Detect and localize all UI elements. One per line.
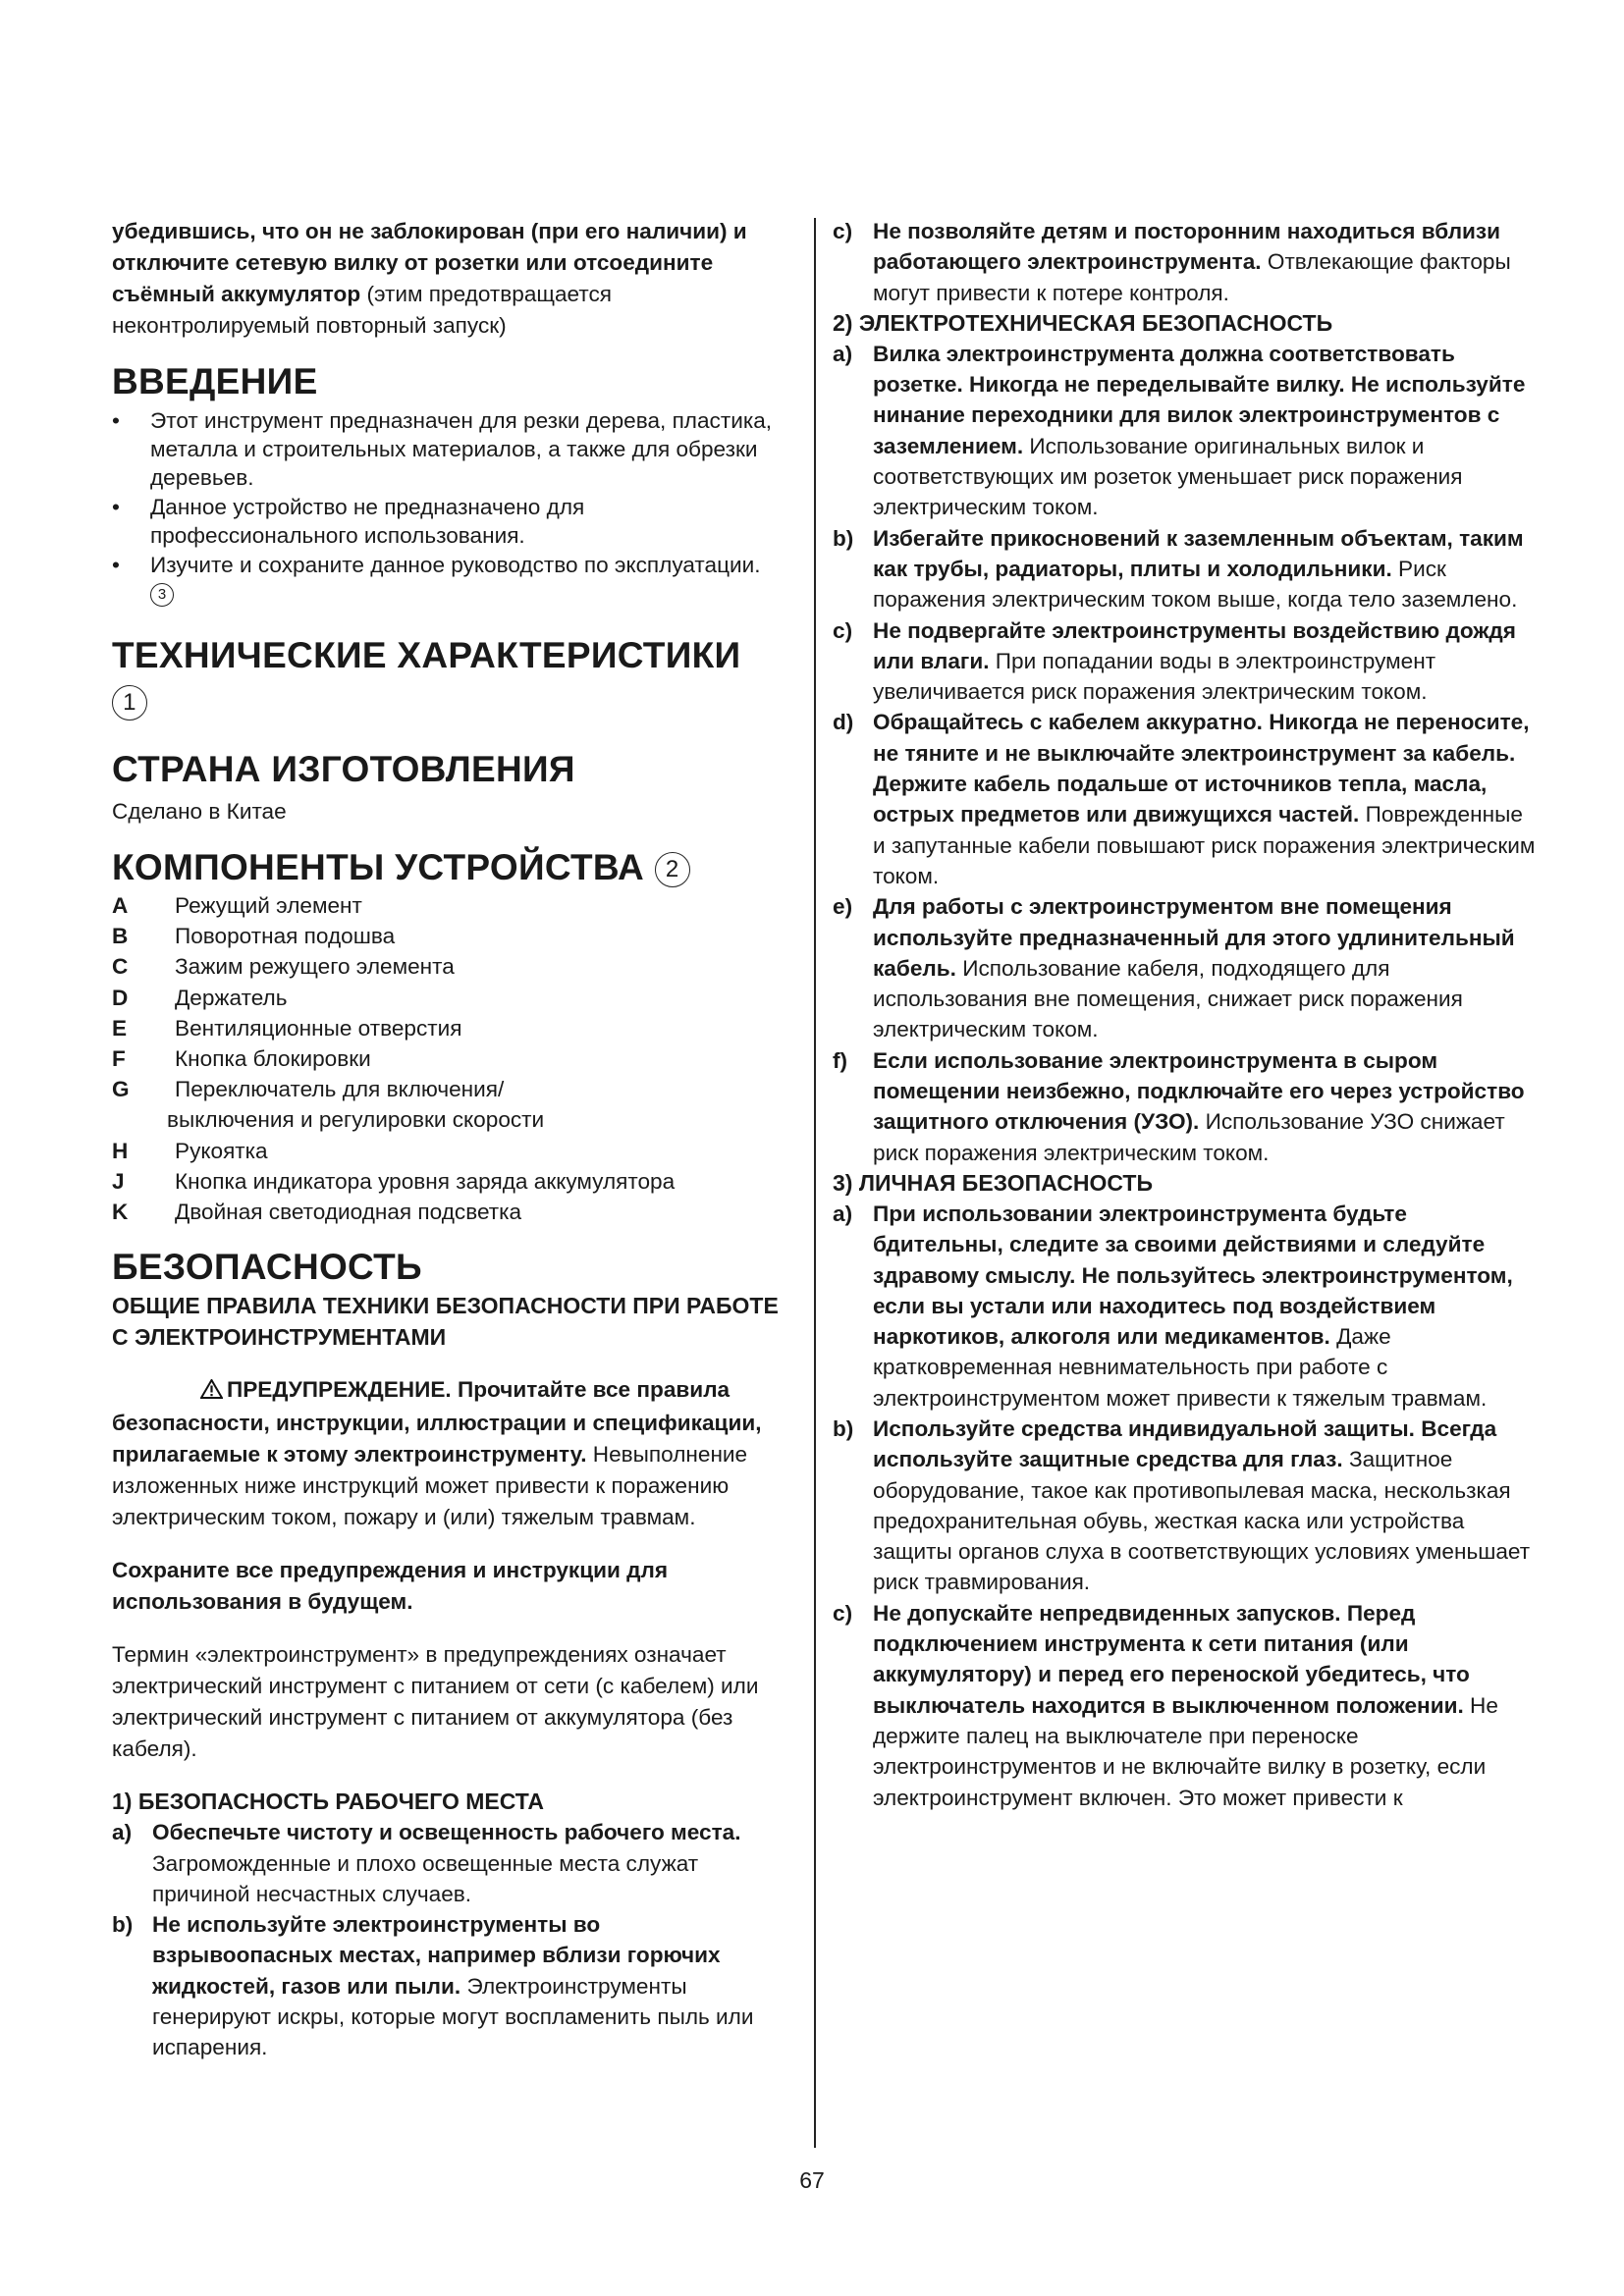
list-item: [112, 1013, 785, 1043]
item-bold: Если использование электроинструмента в сыром помещении неизбежно, подключайте его через устройство защитного отключения (УЗО).: [873, 1047, 1525, 1135]
component-text: Режущий элемент: [175, 893, 362, 918]
item-label: d): [833, 710, 854, 735]
item-bold: Не подвергайте электроинструменты воздействию дождя или влаги.: [873, 617, 1516, 673]
item-bold: Не используйте электроинструменты во взрывоопасных местах, например вблизи горючих жидкостей, газов или пыли.: [152, 1912, 721, 1999]
item-bold: Избегайте прикосновений к заземленным объектам, таким как трубы, радиаторы, плиты и холодильники.: [873, 525, 1524, 581]
item-label: b): [112, 1912, 134, 1938]
list-item: [833, 1414, 1538, 1598]
right-column: [833, 216, 1538, 1813]
component-letter: G: [112, 1077, 130, 1102]
item-bold: Используйте средства индивидуальной защиты. Всегда используйте защитные средства для глаз.: [873, 1415, 1497, 1472]
component-text: Двойная светодиодная подсветка: [175, 1200, 522, 1225]
list-item: [112, 1043, 785, 1074]
list-item-continuation: [112, 1104, 785, 1135]
list-item: [112, 1074, 785, 1104]
item-bold: При использовании электроинструмента будьте бдительны, следите за своими действиями и следуйте здравому смыслу. Не пользуйтесь электроинструментом, если вы устали или находитесь под воздействием наркотиков, алкоголя или медикаментов.: [873, 1201, 1513, 1350]
left-column: [112, 216, 785, 2063]
item-normal: Даже кратковременная невнимательность при работе с электроинструментом может привести к тяжелым травмам.: [873, 1324, 1488, 1411]
figure-ref-icon: 1: [112, 685, 147, 721]
item-label: a): [112, 1820, 133, 1845]
component-text: Кнопка блокировки: [175, 1046, 371, 1072]
section-title-components: [112, 845, 785, 890]
warning-bold: ПРЕДУПРЕЖДЕНИЕ. Прочитайте все правила безопасности, инструкции, иллюстрации и спецификации, прилагаемые к этому электроинструменту.: [112, 1377, 762, 1468]
item-label: c): [833, 219, 853, 243]
item-normal: Загроможденные и плохо освещенные места служат причиной несчастных случаев.: [152, 1850, 699, 1906]
list-item: [112, 890, 785, 921]
list-item: [112, 1909, 785, 2062]
intro-bullets: [112, 406, 785, 608]
item-label: b): [833, 525, 854, 551]
page-number: 67: [799, 2167, 825, 2193]
component-letter: D: [112, 985, 129, 1010]
item-bold: Обеспечьте чистоту и освещенность рабочего места.: [152, 1820, 741, 1845]
component-letter: K: [112, 1200, 129, 1225]
list-item: [833, 523, 1538, 615]
list-item: [112, 406, 785, 492]
heading-workplace: 1) БЕЗОПАСНОСТЬ РАБОЧЕГО МЕСТА: [112, 1789, 545, 1815]
item-label: a): [833, 1201, 853, 1226]
item-label: f): [833, 1047, 848, 1073]
list-item: [112, 1817, 785, 1909]
list-item: [833, 1199, 1538, 1414]
item-normal: Риск поражения электрическим током выше, когда тело заземлено.: [873, 556, 1518, 613]
item-normal: Защитное оборудование, такое как противопылевая маска, нескользкая предохранительная обувь, жесткая каска или устройства защиты органов слуха в соответствующих условиях уменьшает риск травмирования.: [873, 1447, 1531, 1595]
component-text: Вентиляционные отверстия: [175, 1015, 462, 1041]
item-label: a): [833, 341, 853, 366]
section-title-tech: [112, 633, 785, 723]
list-item: [833, 1045, 1538, 1168]
list-item: [833, 615, 1538, 708]
heading-electrical: 2) ЭЛЕКТРОТЕХНИЧЕСКАЯ БЕЗОПАСНОСТЬ: [833, 309, 1333, 336]
item-bold: Не допускайте непредвиденных запусков. Перед подключением инструмента к сети питания (или аккумулятору) и перед его переноской убедитесь, что выключатель находится в выключенном положении.: [873, 1600, 1470, 1718]
item-bold: Вилка электроинструмента должна соответствовать розетке. Никогда не переделывайте вилку. Не используйте нинание переходники для вилок электроинструментов с заземлением.: [873, 341, 1526, 458]
term-paragraph: Термин «электроинструмент» в предупреждениях означает электрический инструмент с питанием от сети (с кабелем) или электрический инструмент с питанием от аккумулятора (без кабеля).: [112, 1642, 759, 1762]
component-text: Зажим режущего элемента: [175, 954, 455, 980]
component-letter: H: [112, 1138, 129, 1163]
intro-paragraph: [112, 216, 785, 342]
list-item: [833, 339, 1538, 523]
warning-paragraph: [112, 1374, 785, 1533]
list-item: [112, 951, 785, 982]
list-item: [112, 983, 785, 1013]
item-bold: Для работы с электроинструментом вне помещения используйте предназначенный для этого удлинительный кабель.: [873, 894, 1515, 981]
save-instructions: Сохраните все предупреждения и инструкции для использования в будущем.: [112, 1558, 669, 1615]
list-item: [833, 891, 1538, 1044]
component-letter: C: [112, 954, 129, 980]
item-normal: Отвлекающие факторы могут привести к потере контроля.: [873, 249, 1511, 305]
component-text: Поворотная подошва: [175, 924, 396, 949]
item-bold: Не позволяйте детям и посторонним находиться вблизи работающего электроинструмента.: [873, 219, 1501, 275]
list-item: [112, 921, 785, 951]
item-normal: Использование оригинальных вилок и соответствующих им розеток уменьшает риск поражения электрическим током.: [873, 433, 1463, 520]
bullet-text: Этот инструмент предназначен для резки дерева, пластика, металла и строительных материалов, а также для обрезки деревьев.: [150, 408, 773, 490]
component-text: Рукоятка: [175, 1138, 268, 1163]
item-normal: Использование УЗО снижает риск поражения электрическим током.: [873, 1109, 1505, 1165]
components-title-text: КОМПОНЕНТЫ УСТРОЙСТВА: [112, 847, 645, 887]
component-letter: B: [112, 924, 129, 949]
bullet-icon: •: [112, 495, 120, 519]
list-item: [833, 1598, 1538, 1813]
warning-normal: Невыполнение изложенных ниже инструкций может привести к поражению электрическим током, пожару и (или) тяжелым травмам.: [112, 1442, 748, 1530]
strana-text: Сделано в Китае: [112, 799, 287, 824]
item-label: b): [833, 1415, 854, 1441]
section-title-vvedenie: ВВЕДЕНИЕ: [112, 361, 318, 401]
item-normal: Электроинструменты генерируют искры, которые могут воспламенить пыль или испарения.: [152, 1973, 754, 2060]
components-list: [112, 890, 785, 1227]
section-title-safety: БЕЗОПАСНОСТЬ: [112, 1247, 422, 1288]
tech-title-text: ТЕХНИЧЕСКИЕ ХАРАКТЕРИСТИКИ: [112, 635, 741, 675]
intro-normal: (этим предотвращается неконтролируемый повторный запуск): [112, 282, 612, 338]
list-item: [833, 216, 1538, 308]
list-item: [112, 493, 785, 550]
item-bold: Обращайтесь с кабелем аккуратно. Никогда не переносите, не тяните и не выключайте электроинструмент за кабель. Держите кабель подальше от источников тепла, масла, острых предметов или движущихся частей.: [873, 710, 1530, 828]
item-label: e): [833, 894, 853, 920]
bullet-text: Данное устройство не предназначено для профессионального использования.: [150, 495, 585, 548]
list-item: [833, 707, 1538, 891]
component-letter: J: [112, 1168, 125, 1194]
section-title-strana: СТРАНА ИЗГОТОВЛЕНИЯ: [112, 749, 575, 789]
intro-bold: убедившись, что он не заблокирован (при его наличии) и отключите сетевую вилку от розетки или отсоедините съёмный аккумулятор: [112, 219, 747, 306]
figure-ref-icon: 3: [150, 583, 174, 607]
component-text: Держатель: [175, 985, 288, 1010]
item-normal: Использование кабеля, подходящего для использования вне помещения, снижает риск поражения электрическим током.: [873, 955, 1463, 1042]
list-item: [112, 1136, 785, 1166]
item-normal: Не держите палец на выключателе при переноске электроинструментов и не включайте вилку в розетку, если электроинструмент включен. Это может привести к: [873, 1692, 1498, 1810]
item-label: c): [833, 1600, 853, 1626]
list-item: [112, 1197, 785, 1227]
component-letter: A: [112, 893, 129, 918]
component-text: Переключатель для включения/: [175, 1077, 505, 1102]
item-normal: При попадании воды в электроинструмент увеличивается риск поражения электрическим током.: [873, 648, 1436, 705]
component-text: Кнопка индикатора уровня заряда аккумулятора: [175, 1168, 676, 1194]
figure-ref-icon: 2: [655, 852, 690, 887]
heading-personal: 3) ЛИЧНАЯ БЕЗОПАСНОСТЬ: [833, 1169, 1153, 1196]
bullet-text: Изучите и сохраните данное руководство по эксплуатации.: [150, 553, 761, 577]
column-divider: [814, 218, 816, 2148]
warning-icon: [156, 1376, 223, 1408]
bullet-icon: •: [112, 553, 120, 577]
bullet-icon: •: [112, 408, 120, 433]
component-text: выключения и регулировки скорости: [167, 1107, 545, 1133]
list-item: [112, 1166, 785, 1197]
item-label: c): [833, 617, 853, 643]
list-item: [112, 551, 785, 608]
item-normal: Поврежденные и запутанные кабели повышают риск поражения электрическим током.: [873, 802, 1536, 888]
component-letter: F: [112, 1046, 126, 1072]
safety-subtitle: ОБЩИЕ ПРАВИЛА ТЕХНИКИ БЕЗОПАСНОСТИ ПРИ РАБОТЕ С ЭЛЕКТРОИНСТРУМЕНТАМИ: [112, 1293, 779, 1351]
component-letter: E: [112, 1015, 128, 1041]
